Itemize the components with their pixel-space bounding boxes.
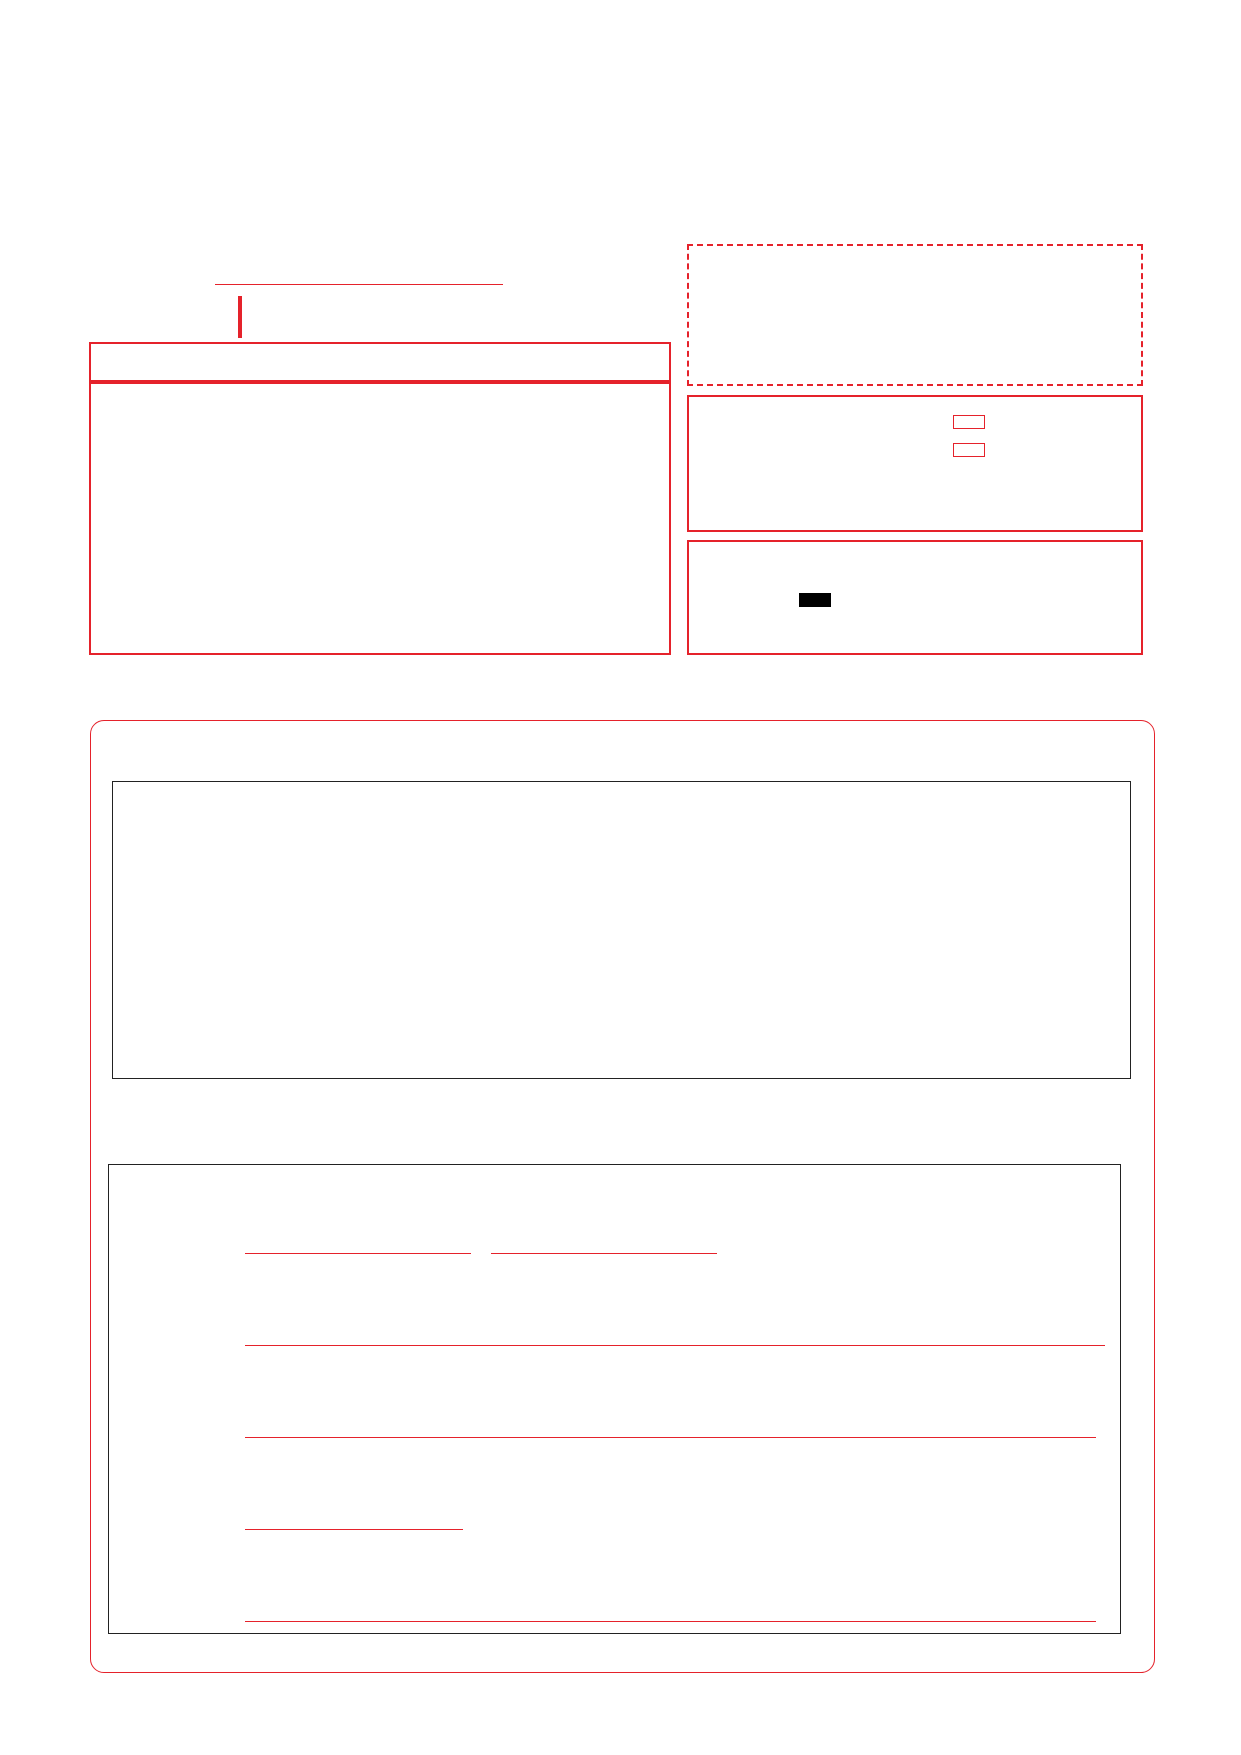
section1-box (112, 781, 1131, 1079)
absent-mark-box[interactable] (953, 415, 985, 429)
q21-part1-answer-a[interactable] (245, 1253, 471, 1254)
q21-part2-answer[interactable] (245, 1345, 1105, 1346)
name-field[interactable] (215, 284, 503, 285)
notice-box (89, 382, 671, 655)
top-timing-marks (76, 56, 1168, 82)
q21-part5-answer[interactable] (245, 1621, 1096, 1622)
notice-title-box (89, 342, 671, 382)
sample-box (687, 540, 1143, 655)
q21-part4-answer[interactable] (245, 1529, 463, 1530)
q21-part3-answer[interactable] (245, 1437, 1096, 1438)
wrong-fill-samples (814, 620, 846, 640)
proctor-box (687, 395, 1143, 532)
q21-part1-answer-b[interactable] (491, 1253, 717, 1254)
barcode-area (687, 244, 1143, 386)
violation-mark-box[interactable] (953, 443, 985, 457)
left-timing-marks-bottom (56, 1536, 80, 1682)
left-timing-marks-top (56, 162, 80, 952)
exam-id-boxes[interactable] (238, 296, 242, 338)
q21-box (108, 1164, 1121, 1634)
correct-fill-sample (799, 593, 831, 607)
